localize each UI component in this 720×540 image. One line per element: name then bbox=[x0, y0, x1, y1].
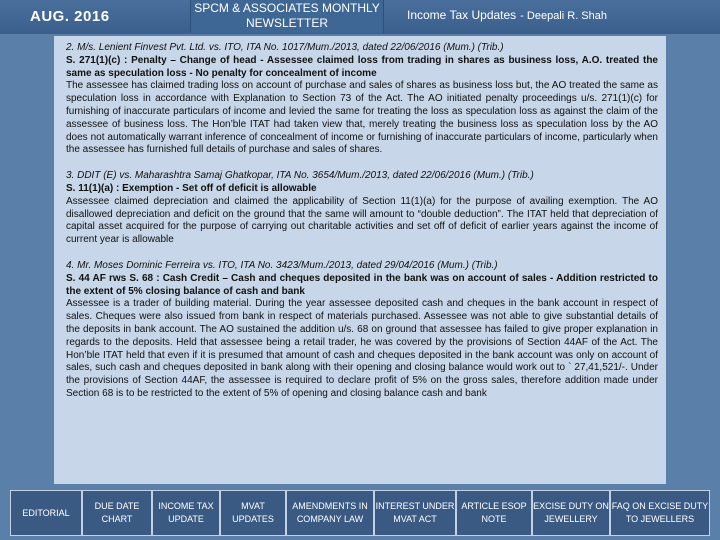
case-title: 4. Mr. Moses Dominic Ferreira vs. ITO, ITA No. 3423/Mum./2013, dated 29/04/2016 (Mum.) (Trib.) bbox=[66, 259, 498, 271]
case-title: 3. DDIT (E) vs. Maharashtra Samaj Ghatkopar, ITA No. 3654/Mum./2013, dated 22/06/2016 (Mum.) (Trib.) bbox=[66, 170, 534, 182]
case-item bbox=[66, 42, 658, 157]
nav-mvat-updates-button[interactable]: MVAT UPDATES bbox=[220, 490, 286, 536]
nav-interest-mvat-button[interactable]: INTEREST UNDER MVAT ACT bbox=[374, 490, 456, 536]
section-heading bbox=[407, 8, 607, 22]
case-section: S. 44 AF rws S. 68 : Cash Credit – Cash and cheques deposited in the bank was on account of sales - Addition restricted to the extent of 5% closing balance of cash and bank bbox=[66, 272, 658, 297]
case-item bbox=[66, 170, 658, 247]
nav-due-date-chart-button[interactable]: DUE DATE CHART bbox=[82, 490, 152, 536]
section-title: Income Tax Updates bbox=[407, 8, 517, 22]
case-section: S. 11(1)(a) : Exemption - Set off of deficit is allowable bbox=[66, 182, 317, 194]
case-body: Assessee claimed depreciation and claimed the applicability of Section 11(1)(a) for the purpose of availing exemption. The AO disallowed depreciation and deficit on the ground that the same will amount to “double deduction”. The ITAT held that depreciation of capital asset acquired for the purpose of carrying out charitable activities and set off of deficit of earlier years against the income of current year is allowable bbox=[66, 195, 658, 246]
nav-article-esop-button[interactable]: ARTICLE ESOP NOTE bbox=[456, 490, 532, 536]
case-body: Assessee is a trader of building material. During the year assessee deposited cash and cheques in the bank account in respect of sales. Cheques were also issued from bank in respect of materials purchased. Assessee was not able to give substantial details of the deposits in bank account. The AO sustained the addition u/s. 68 on ground that assessee has failed to give proper explanation in regards to the deposits. Held that assessee being a retail trader, he was covered by the provisions of Section 44AF of the Act. The Hon’ble ITAT held that even if it is presumed that amount of cash and cheques deposited in the bank account was only on account of sales, such cash and cheques deposited in bank along with their opening and closing balance would work out to ` 27,41,521/-. Under the provisions of Section 44AF, the assessee is required to declare profit of 5% on the gross sales, therefore addition made under Section 68 is to be restricted to the extent of 5% of opening and closing balance cash and bank bbox=[66, 298, 658, 399]
nav-excise-duty-jewellery-button[interactable]: EXCISE DUTY ON JEWELLERY bbox=[532, 490, 610, 536]
nav-editorial-button[interactable]: EDITORIAL bbox=[10, 490, 82, 536]
issue-month: AUG. 2016 bbox=[30, 8, 110, 25]
case-body: The assessee has claimed trading loss on account of purchase and sales of shares as business loss but, the AO treated the same as speculation loss in accordance with Explanation to Section 73 of the Act. The AO initiated penalty proceedings u/s. 271(1)(c) for furnishing of inaccurate particulars of income and levied the same for treating the loss as speculation loss as against the claim of the assessee of business loss. The Hon’ble ITAT had taken view that, merely treating the business loss as speculation loss by the AO does not automatically warrant inference of concealment of income or furnishing of inaccurate particulars of income, particularly when the assessee has furnished full details of purchase and sales of shares. bbox=[66, 80, 658, 156]
author-name: - Deepali R. Shah bbox=[520, 10, 607, 22]
nav-faq-excise-duty-button[interactable]: FAQ ON EXCISE DUTY TO JEWELLERS bbox=[610, 490, 710, 536]
nav-income-tax-update-button[interactable]: INCOME TAX UPDATE bbox=[152, 490, 220, 536]
case-title: 2. M/s. Lenient Finvest Pvt. Ltd. vs. ITO, ITA No. 1017/Mum./2013, dated 22/06/2016 (Mum.) (Trib.) bbox=[66, 42, 504, 53]
newsletter-title: SPCM & ASSOCIATES MONTHLY NEWSLETTER bbox=[190, 0, 384, 33]
case-list bbox=[66, 42, 658, 401]
case-section: S. 271(1)(c) : Penalty – Change of head - Assessee claimed loss from trading in shares as business loss, A.O. treated the same as speculation loss - No penalty for concealment of income bbox=[66, 54, 658, 79]
case-item bbox=[66, 260, 658, 401]
nav-amendments-company-law-button[interactable]: AMENDMENTS IN COMPANY LAW bbox=[286, 490, 374, 536]
